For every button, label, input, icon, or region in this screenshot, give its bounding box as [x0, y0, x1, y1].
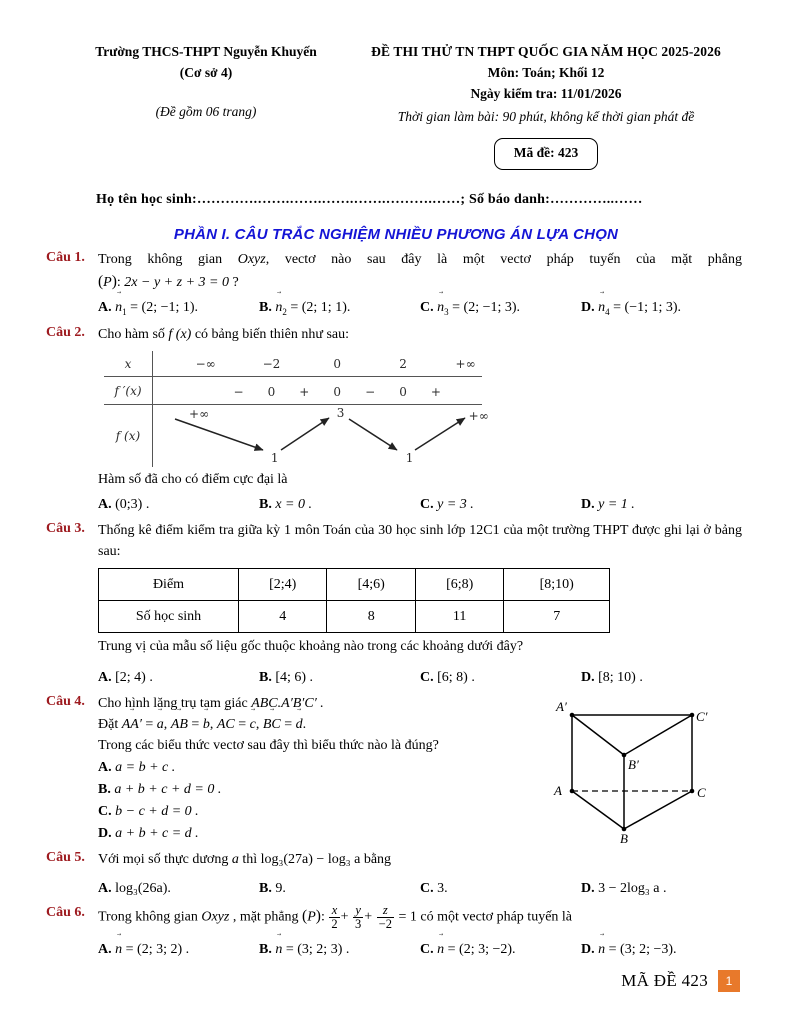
q1-option-d-index: 4 [605, 306, 610, 317]
q6-option-b-value: (3; 2; 3) . [297, 942, 350, 958]
q5-option-a-value: log₃(26a). [115, 881, 171, 897]
question-1 [46, 249, 742, 320]
q4-stem-a: Cho hình lăng trụ tam giác [98, 696, 248, 712]
q1-option-a-value: (2; −1; 1). [141, 299, 199, 315]
q6-option-b[interactable]: B. n → = (3; 2; 3) . [259, 939, 420, 960]
q5-option-b-value: 9. [275, 881, 286, 897]
page-count-note: (Đề gồm 06 trang) [155, 103, 257, 119]
q1-option-c[interactable]: C. $n \to_3 = (2$; −1; 3). [420, 297, 581, 319]
q1-plane-equation: 2x − y + z + 3 = 0 [124, 274, 229, 290]
question-1-body [98, 249, 742, 320]
variation-sign-0: − [233, 385, 244, 400]
q4-option-c-expr: b − c + d = 0 . [115, 804, 199, 820]
q6-fraction-x [329, 904, 339, 931]
q4-assign-1-lhs: AB → [171, 714, 188, 735]
question-4-text-column [98, 693, 503, 844]
question-4-label: Câu 4. [46, 694, 85, 710]
q4-option-b-letter: B. [98, 782, 111, 798]
q3-option-a[interactable] [98, 667, 259, 688]
q1-option-a-index: 1 [122, 306, 127, 317]
q1-option-b-vector: n → [275, 297, 282, 318]
variation-x-val-1: −2 [262, 357, 281, 372]
header-right-block [356, 42, 736, 170]
variation-sign-5: 0 [399, 385, 407, 400]
q4-assign-3-rhs: d → [296, 714, 303, 735]
q4-option-c-letter: C. [98, 804, 112, 820]
q6-option-c-value: (2; 3; −2). [459, 942, 516, 958]
q1-stem-part-b: , vectơ nào sau đây là một vectơ pháp tuyến của mặt phẳng [265, 251, 743, 267]
q1-option-b-value: (2; 1; 1). [301, 299, 351, 315]
q3-option-c[interactable] [420, 667, 581, 688]
prism-label-B: B [620, 831, 628, 844]
q2-function-symbol: f (x) [168, 327, 192, 343]
variation-row-derivative [104, 377, 482, 405]
stat-row1-label: Điểm [99, 569, 239, 601]
stat-count-1: 8 [327, 601, 415, 633]
exam-code-wrapper [356, 138, 736, 170]
q5-option-c[interactable] [420, 878, 581, 899]
stat-row2-label: Số học sinh [99, 601, 239, 633]
q2-option-d[interactable] [581, 494, 742, 515]
q3-option-b-letter: B. [259, 670, 272, 686]
q2-option-b-value: x = 0 . [275, 497, 313, 513]
stat-count-3: 7 [504, 601, 610, 633]
q1-plane-prefix: P [103, 274, 112, 290]
q4-assign-0-lhs: AA′ → [122, 714, 142, 735]
questions-area [0, 249, 792, 961]
q2-option-c-value: y = 3 . [437, 497, 474, 513]
q2-option-b[interactable] [259, 494, 420, 515]
q5-variable: a [231, 852, 239, 868]
question-2-stem [98, 324, 742, 345]
q4-assign-2-lhs: AC → [217, 714, 235, 735]
q6-option-b-letter: B. [259, 942, 272, 958]
q2-stem-part-a: Cho hàm số [98, 327, 165, 343]
q4-option-a[interactable] [98, 757, 503, 778]
prism-label-C: C [697, 785, 706, 801]
q1-option-a[interactable]: A. $n \to_1 = (2$; −1; 1). [98, 297, 259, 319]
q1-option-d[interactable]: D. $n \to_4 = (-1$; 1; 3). [581, 297, 742, 319]
q5-option-d[interactable] [581, 878, 742, 899]
q1-option-c-index: 3 [444, 306, 449, 317]
q1-option-b-index: 2 [282, 306, 287, 317]
q4-dat-prefix: Đặt [98, 717, 119, 733]
stat-count-0: 4 [239, 601, 327, 633]
q6-option-a-vector: n → [115, 939, 122, 960]
variation-x-val-4: +∞ [455, 357, 476, 372]
question-6 [46, 904, 742, 960]
campus-name: (Cơ sở 4) [179, 64, 233, 80]
stat-interval-3: [8;10) [504, 569, 610, 601]
q1-option-c-letter: C. [420, 299, 434, 315]
q6-frac-z-den: −2 [378, 917, 392, 932]
school-name: Trường THCS-THPT Nguyễn Khuyến [95, 44, 317, 59]
question-5-body [98, 849, 742, 899]
question-4-options [98, 757, 503, 844]
page-header [0, 0, 792, 170]
table-row [99, 569, 610, 601]
prism-label-C-prime: C′ [696, 709, 708, 725]
prism-label-A-prime: A′ [556, 699, 567, 715]
q1-oxyz: Oxyz [237, 251, 266, 267]
variation-cells-function [152, 405, 489, 467]
q6-fraction-z [377, 904, 394, 931]
q2-stem-part-b: có bảng biến thiên như sau: [194, 327, 349, 343]
q2-option-c[interactable] [420, 494, 581, 515]
question-6-body [98, 904, 742, 960]
q4-option-c[interactable] [98, 801, 503, 822]
q2-option-a[interactable] [98, 494, 259, 515]
q4-assign-1-rhs: b → [203, 714, 210, 735]
statistics-table [98, 568, 610, 633]
question-4 [46, 693, 742, 844]
q6-option-c[interactable]: C. n → = (2; 3; −2). [420, 939, 581, 960]
variation-f-val-0: +∞ [189, 407, 210, 422]
q1-option-a-letter: A. [98, 299, 112, 315]
exam-title: ĐỀ THI THỬ TN THPT QUỐC GIA NĂM HỌC 2025-2026 [371, 44, 721, 59]
prism-label-B-prime: B′ [628, 757, 639, 773]
q5-option-d-letter: D. [581, 881, 595, 897]
page-footer [621, 970, 740, 992]
variation-table [104, 351, 489, 467]
variation-f-val-1: 1 [270, 451, 279, 466]
q3-option-d-value: [8; 10) . [598, 670, 643, 686]
q6-option-d-letter: D. [581, 942, 595, 958]
variation-f-val-2: 3 [336, 406, 345, 421]
header-left-block [56, 42, 356, 170]
q1-option-b-letter: B. [259, 299, 272, 315]
q1-option-d-vector: n → [598, 297, 605, 318]
q6-option-b-vector: n → [275, 939, 282, 960]
q6-option-c-vector: n → [437, 939, 444, 960]
variation-row-x [104, 351, 482, 377]
variation-cells-derivative [152, 377, 482, 404]
q1-option-d-value: (−1; 1; 3). [624, 299, 682, 315]
variation-sign-4: − [365, 385, 376, 400]
variation-label-fprime: f ′(x) [114, 383, 142, 398]
q2-option-b-letter: B. [259, 497, 272, 513]
stat-interval-1: [4;6) [327, 569, 415, 601]
question-5 [46, 849, 742, 899]
q6-option-d-vector: n → [598, 939, 605, 960]
table-row [99, 601, 610, 633]
stat-count-2: 11 [415, 601, 503, 633]
q3-option-c-value: [6; 8) . [437, 670, 475, 686]
question-3 [46, 520, 742, 688]
q4-assign-2-rhs: c → [250, 714, 256, 735]
q6-oxyz: Oxyz [201, 909, 230, 925]
exam-date: Ngày kiểm tra: 11/01/2026 [470, 85, 622, 101]
q6-option-a[interactable]: A. n → = (2; 3; 2) . [98, 939, 259, 960]
question-2-prompt: Hàm số đã cho có điểm cực đại là [98, 472, 288, 488]
q4-option-a-expr: a = b + c . [115, 760, 176, 776]
q5-option-a-letter: A. [98, 881, 112, 897]
question-4-body [98, 693, 742, 844]
question-3-body [98, 520, 742, 688]
question-3-stem: Thống kê điểm kiểm tra giữa kỳ 1 môn Toán của 30 học sinh lớp 12C1 của một trường THPT được ghi lại ở bảng sau: [98, 523, 742, 560]
q4-prism-name: ABC.A′B′C′ . [251, 696, 324, 712]
variation-x-val-2: 0 [333, 357, 342, 372]
question-6-stem: Trong không gian Oxyz , mặt phẳng (P): $\frac{x}{2}$ + $\frac{y}{3}$ + $\frac{z}{-2}$ = 1 có một vectơ pháp tuyến là [98, 903, 573, 932]
exam-subject: Môn: Toán; Khối 12 [487, 64, 605, 80]
variation-sign-2: + [299, 385, 310, 400]
q6-option-a-value: (2; 3; 2) . [137, 942, 190, 958]
exam-code-box: Mã đề: 423 [494, 138, 598, 170]
q6-stem-b: , mặt phẳng [232, 909, 299, 925]
part-one-title: PHẦN I. CÂU TRẮC NGHIỆM NHIỀU PHƯƠNG ÁN LỰA CHỌN [173, 225, 619, 243]
q5-stem-a: Với mọi số thực dương [98, 852, 229, 868]
q2-option-a-value: (0;3) . [115, 497, 150, 513]
q5-option-a[interactable] [98, 878, 259, 899]
q1-option-d-letter: D. [581, 299, 595, 315]
q3-option-c-letter: C. [420, 670, 434, 686]
question-3-prompt: Trung vị của mẫu số liệu gốc thuộc khoảng nào trong các khoảng dưới đây? [98, 639, 524, 655]
variation-x-val-3: 2 [399, 357, 407, 372]
q6-frac-x-num: x [331, 903, 338, 918]
footer-exam-code: MÃ ĐỀ 423 [621, 971, 708, 990]
variation-row-function [104, 405, 489, 467]
q4-option-b[interactable] [98, 779, 503, 800]
q4-assign-3-lhs: BC → [263, 714, 281, 735]
prism-label-A: A [554, 783, 562, 799]
q5-option-c-letter: C. [420, 881, 434, 897]
question-6-options [98, 939, 742, 960]
question-4-prompt: Trong các biểu thức vectơ sau đây thì biểu thức nào là đúng? [98, 738, 439, 754]
q6-frac-x-den: 2 [331, 917, 338, 932]
q2-option-c-letter: C. [420, 497, 434, 513]
question-1-label: Câu 1. [46, 249, 85, 265]
page-number-badge: 1 [718, 970, 740, 992]
q6-stem-a: Trong không gian [98, 909, 198, 925]
q6-fraction-y [353, 904, 363, 931]
q6-frac-y-den: 3 [355, 917, 362, 932]
q5-option-d-value: 3 − 2log₃ a . [598, 881, 667, 897]
variation-f-val-3: 1 [405, 451, 414, 466]
q5-stem-c: bằng [363, 852, 392, 868]
question-2-label: Câu 2. [46, 325, 85, 341]
q1-stem-part-a: Trong không gian [98, 251, 223, 267]
q4-assign-0-rhs: a → [157, 714, 164, 735]
variation-f-val-4: +∞ [468, 409, 489, 424]
question-5-options [98, 878, 742, 899]
q6-frac-z-num: z [382, 903, 388, 918]
question-6-label: Câu 6. [46, 905, 85, 921]
q6-option-a-letter: A. [98, 942, 112, 958]
q5-option-b-letter: B. [259, 881, 272, 897]
q3-option-d-letter: D. [581, 670, 595, 686]
question-3-label: Câu 3. [46, 521, 85, 537]
stat-interval-2: [6;8) [415, 569, 503, 601]
q2-option-d-letter: D. [581, 497, 595, 513]
q1-option-b[interactable]: B. $n \to_2 = (2$; 1; 1). [259, 297, 420, 319]
q6-option-d-value: (3; 2; −3). [620, 942, 677, 958]
q2-option-a-letter: A. [98, 497, 112, 513]
prism-svg [544, 693, 734, 843]
q5-expression: log₃(27a) − log₃ a [260, 852, 361, 868]
q1-option-a-vector: n → [115, 297, 122, 318]
q6-option-c-letter: C. [420, 942, 434, 958]
question-3-options [98, 667, 742, 688]
variation-sign-3: 0 [333, 385, 342, 400]
question-1-plane: (P): 2x − y + z + 3 = 0 ? [98, 272, 239, 290]
question-1-stem [98, 249, 742, 270]
q6-stem-c: có một vectơ pháp tuyến là [420, 909, 573, 925]
q3-option-b-value: [4; 6) . [275, 670, 314, 686]
q1-option-c-vector: n → [437, 297, 444, 318]
variation-x-val-0: −∞ [195, 357, 216, 372]
q3-option-a-letter: A. [98, 670, 112, 686]
q1-plane-qmark: ? [232, 274, 239, 290]
question-1-options [98, 297, 742, 319]
q5-option-b[interactable] [259, 878, 420, 899]
variation-label-f: f (x) [115, 429, 141, 444]
q4-option-d-expr: a + b + c = d . [115, 826, 199, 842]
question-2-body [98, 324, 742, 515]
q6-frac-y-num: y [355, 903, 361, 918]
question-2-options [98, 494, 742, 515]
q5-stem-b: thì [242, 852, 258, 868]
stat-interval-0: [2;4) [239, 569, 327, 601]
q3-option-d[interactable] [581, 667, 742, 688]
q4-option-a-letter: A. [98, 760, 112, 776]
variation-sign-1: 0 [267, 385, 276, 400]
exam-duration: Thời gian làm bài: 90 phút, không kể thời gian phát đề [397, 108, 695, 124]
q5-option-c-value: 3. [437, 881, 448, 897]
variation-cells-x [152, 351, 482, 376]
q6-plane-prefix: P [307, 909, 316, 925]
prism-figure [544, 693, 734, 850]
question-4-assignments: Đặt AA′ → = a →, AB → = b →, AC → = c →, BC → = d →. [98, 714, 503, 735]
q6-option-d[interactable]: D. n → = (3; 2; −3). [581, 939, 742, 960]
question-5-label: Câu 5. [46, 850, 85, 866]
student-info-line: Họ tên học sinh:………….…….…….…….…….……….……; Số báo danh:…………..…… [96, 191, 643, 207]
variation-label-x: x [124, 356, 132, 371]
q2-option-d-value: y = 1 . [598, 497, 635, 513]
q3-option-a-value: [2; 4) . [115, 670, 153, 686]
question-5-stem [98, 849, 742, 870]
q4-option-d-letter: D. [98, 826, 112, 842]
variation-sign-6: + [430, 385, 441, 400]
q6-plane-tail: = 1 [398, 909, 417, 925]
q4-option-b-expr: a + b + c + d = 0 . [114, 782, 222, 798]
q3-option-b[interactable] [259, 667, 420, 688]
question-2 [46, 324, 742, 515]
q4-option-d[interactable] [98, 823, 503, 844]
q1-option-c-value: (2; −1; 3). [463, 299, 521, 315]
